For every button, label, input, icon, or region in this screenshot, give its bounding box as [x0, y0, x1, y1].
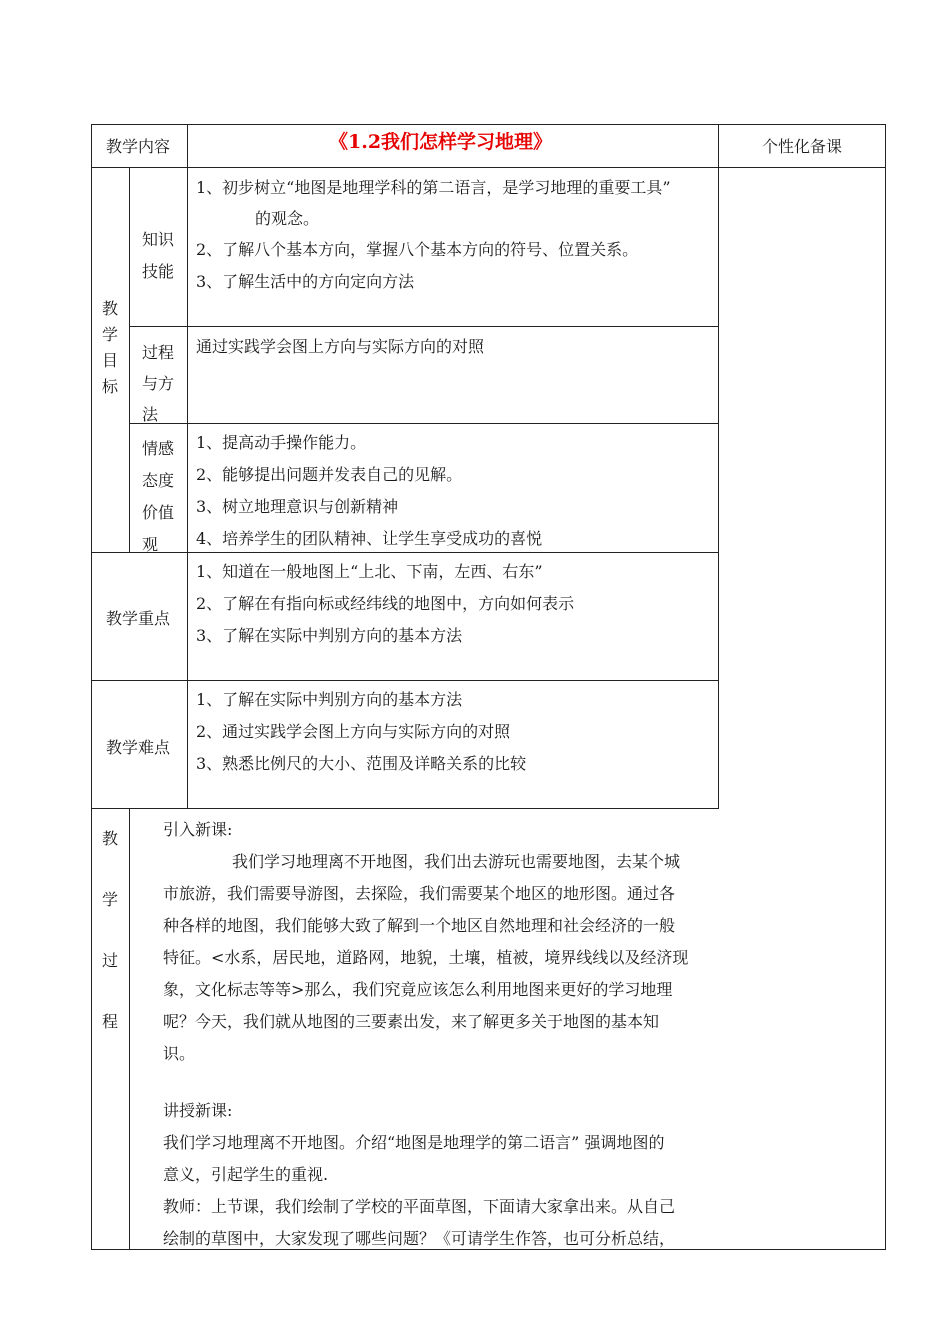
- intro-heading: 引入新课:: [163, 820, 233, 839]
- knowledge-item: 3、了解生活中的方向定向方法: [196, 272, 415, 291]
- table-border-right: [885, 124, 886, 1250]
- table-row-divider: [91, 167, 886, 168]
- intro-line: 特征。<水系，居民地，道路网，地貌，土壤，植被，境界线线以及经济现: [163, 948, 689, 967]
- table-col-divider: [129, 167, 130, 553]
- page-title: 《1.2我们怎样学习地理》: [329, 131, 553, 153]
- lecture-line: 我们学习地理离不开地图。介绍“地图是地理学的第二语言” 强调地图的: [163, 1133, 665, 1152]
- notes-label: 个性化备课: [762, 137, 843, 156]
- table-border-bottom: [91, 1249, 886, 1250]
- process-label: 过程 与方 法: [142, 343, 175, 424]
- intro-line: 种各样的地图，我们能够大致了解到一个地区自然地理和社会经济的一般: [163, 916, 676, 935]
- table-row-divider: [129, 423, 718, 424]
- table-border-top: [91, 124, 886, 125]
- difficulty-item: 1、了解在实际中判别方向的基本方法: [196, 690, 463, 709]
- emotion-item: 2、能够提出问题并发表自己的见解。: [196, 465, 463, 484]
- difficulty-item: 2、通过实践学会图上方向与实际方向的对照: [196, 722, 511, 741]
- knowledge-item: 的观念。: [255, 209, 320, 228]
- table-border-left: [91, 124, 92, 1250]
- difficulty-item: 3、熟悉比例尺的大小、范围及详略关系的比较: [196, 754, 527, 773]
- table-row-divider: [91, 808, 718, 809]
- lecture-heading: 讲授新课:: [163, 1101, 233, 1120]
- emotion-item: 1、提高动手操作能力。: [196, 433, 367, 452]
- key-point-item: 2、了解在有指向标或经纬线的地图中，方向如何表示: [196, 594, 575, 613]
- lecture-line: 意义，引起学生的重视.: [163, 1165, 329, 1184]
- emotion-label: 情感 态度 价值 观: [142, 439, 175, 554]
- table-col-divider: [718, 124, 719, 809]
- knowledge-label: 知识 技能: [142, 230, 175, 281]
- table-row-divider: [129, 326, 718, 327]
- key-points-label: 教学重点: [106, 609, 171, 628]
- knowledge-item: 1、初步树立“地图是地理学科的第二语言，是学习地理的重要工具”: [196, 178, 671, 197]
- table-col-divider: [129, 808, 130, 1250]
- intro-line: 识。: [163, 1044, 196, 1063]
- knowledge-item: 2、了解八个基本方向，掌握八个基本方向的符号、位置关系。: [196, 240, 639, 259]
- lecture-line: 教师：上节课，我们绘制了学校的平面草图，下面请大家拿出来。从自己: [163, 1197, 676, 1216]
- intro-line: 象，文化标志等等>那么，我们究竟应该怎么利用地图来更好的学习地理: [163, 980, 673, 999]
- process-item: 通过实践学会图上方向与实际方向的对照: [196, 337, 485, 356]
- table-row-divider: [91, 552, 718, 553]
- process-section-label: 教 学 过 程: [102, 829, 119, 1031]
- key-point-item: 3、了解在实际中判别方向的基本方法: [196, 626, 463, 645]
- key-point-item: 1、知道在一般地图上“上北、下南，左西、右东”: [196, 562, 543, 581]
- objectives-label: 教 学 目 标: [102, 299, 119, 396]
- difficulties-label: 教学难点: [106, 738, 171, 757]
- table-row-divider: [91, 680, 718, 681]
- emotion-item: 3、树立地理意识与创新精神: [196, 497, 399, 516]
- table-col-divider: [187, 124, 188, 809]
- lecture-line: 绘制的草图中，大家发现了哪些问题？《可请学生作答，也可分析总结，: [163, 1229, 676, 1248]
- intro-line: 市旅游，我们需要导游图，去探险，我们需要某个地区的地形图。通过各: [163, 884, 676, 903]
- emotion-item: 4、培养学生的团队精神、让学生享受成功的喜悦: [196, 529, 543, 548]
- intro-line: 我们学习地理离不开地图，我们出去游玩也需要地图，去某个城: [232, 852, 681, 871]
- intro-line: 呢？今天，我们就从地图的三要素出发，来了解更多关于地图的基本知: [163, 1012, 660, 1031]
- content-label: 教学内容: [106, 137, 171, 156]
